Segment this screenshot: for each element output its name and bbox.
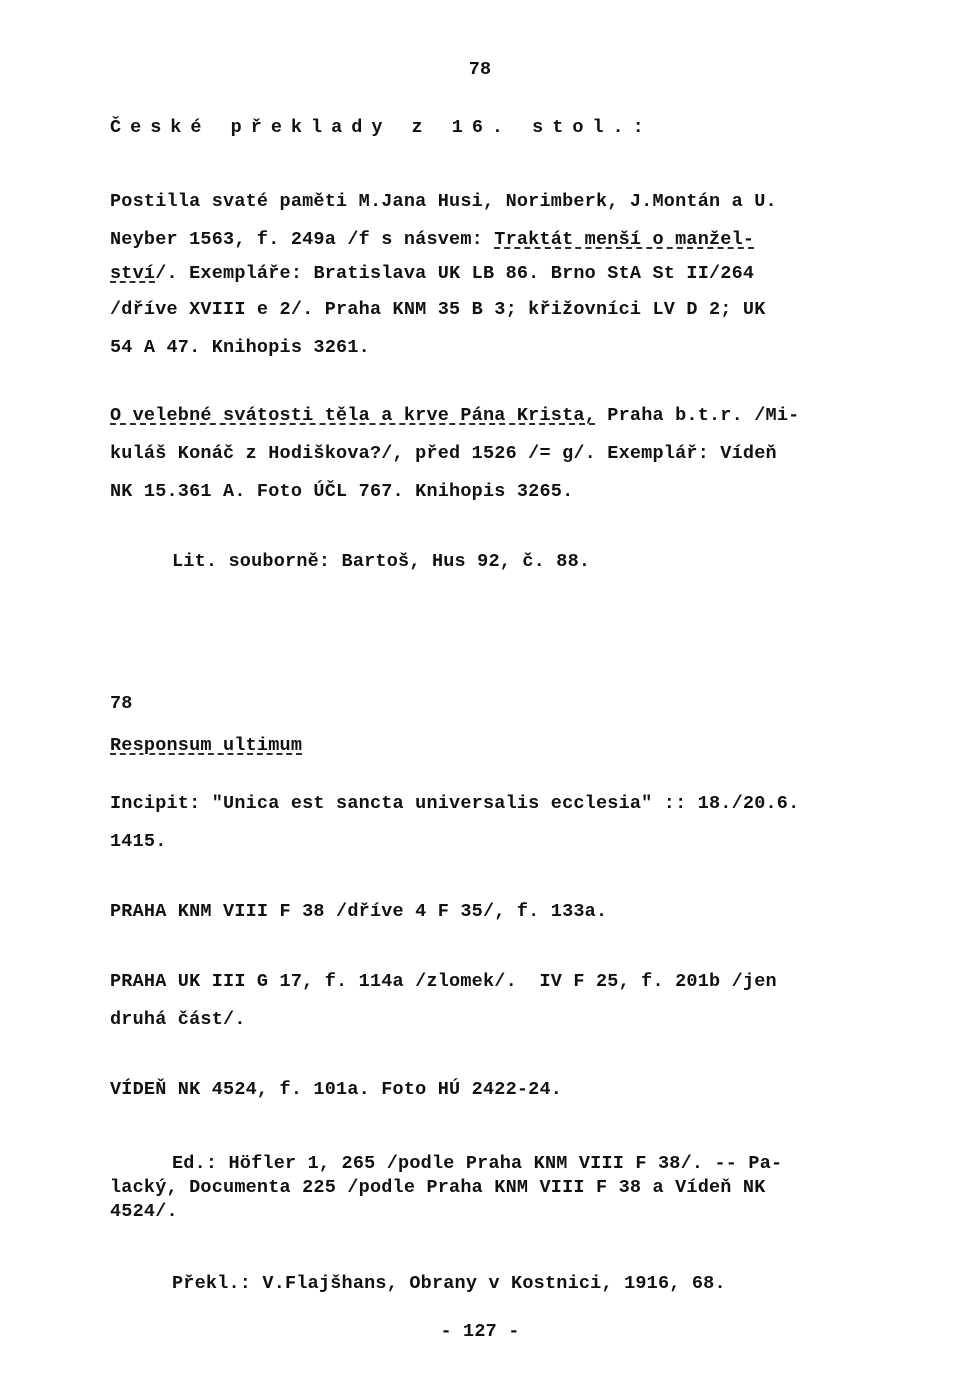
entry2-line1-text: Praha b.t.r. /Mi- <box>595 405 800 426</box>
manuscript-1: PRAHA KNM VIII F 38 /dříve 4 F 35/, f. 133a. <box>110 901 608 922</box>
entry2-line2: kuláš Konáč z Hodiškova?/, před 1526 /= g/. Exemplář: Vídeň <box>110 443 777 464</box>
incipit-line1: Incipit: "Unica est sancta universalis ecclesia" :: 18./20.6. <box>110 793 800 814</box>
manuscript-2-line1: PRAHA UK III G 17, f. 114a /zlomek/. IV F 25, f. 201b /jen <box>110 971 777 992</box>
entry-number: 78 <box>110 693 133 714</box>
edition-line1: Ed.: Höfler 1, 265 /podle Praha KNM VIII F 38/. -- Pa- <box>172 1153 783 1174</box>
translation-line: Překl.: V.Flajšhans, Obrany v Kostnici, 1916, 68. <box>172 1273 726 1294</box>
entry2-line3: NK 15.361 A. Foto ÚČL 767. Knihopis 3265. <box>110 481 574 502</box>
entry1-title-underlined: Traktát menší o manžel- <box>494 229 755 250</box>
page-number-top: 78 <box>468 59 492 80</box>
entry1-line5: 54 A 47. Knihopis 3261. <box>110 337 370 358</box>
section-heading: České překlady z 16. stol.: <box>110 117 653 138</box>
manuscript-3: VÍDEŇ NK 4524, f. 101a. Foto HÚ 2422-24. <box>110 1079 563 1100</box>
manuscript-2-line2: druhá část/. <box>110 1009 246 1030</box>
page-number-bottom: - 127 - <box>440 1321 520 1342</box>
edition-line2: lacký, Documenta 225 /podle Praha KNM VIII F 38 a Vídeň NK <box>110 1177 766 1198</box>
entry1-title-underlined-cont: ství <box>110 263 156 284</box>
entry1-line1: Postilla svaté paměti M.Jana Husi, Norimberk, J.Montán a U. <box>110 191 777 212</box>
entry2-title-underlined: O velebné svátosti těla a krve Pána Krista, <box>110 405 596 426</box>
entry-title: Responsum ultimum <box>110 735 303 756</box>
entry1-line3 <box>110 262 754 286</box>
edition-line3: 4524/. <box>110 1201 178 1222</box>
literature-line: Lit. souborně: Bartoš, Hus 92, č. 88. <box>172 551 591 572</box>
entry1-line3-text: /. Exempláře: Bratislava UK LB 86. Brno StA St II/264 <box>155 263 755 284</box>
incipit-line2: 1415. <box>110 831 167 852</box>
entry2-line1 <box>110 404 799 428</box>
entry1-line2 <box>110 228 754 252</box>
entry1-line2-text: Neyber 1563, f. 249a /f s násvem: <box>110 229 495 250</box>
entry1-line4: /dříve XVIII e 2/. Praha KNM 35 B 3; křižovníci LV D 2; UK <box>110 299 766 320</box>
